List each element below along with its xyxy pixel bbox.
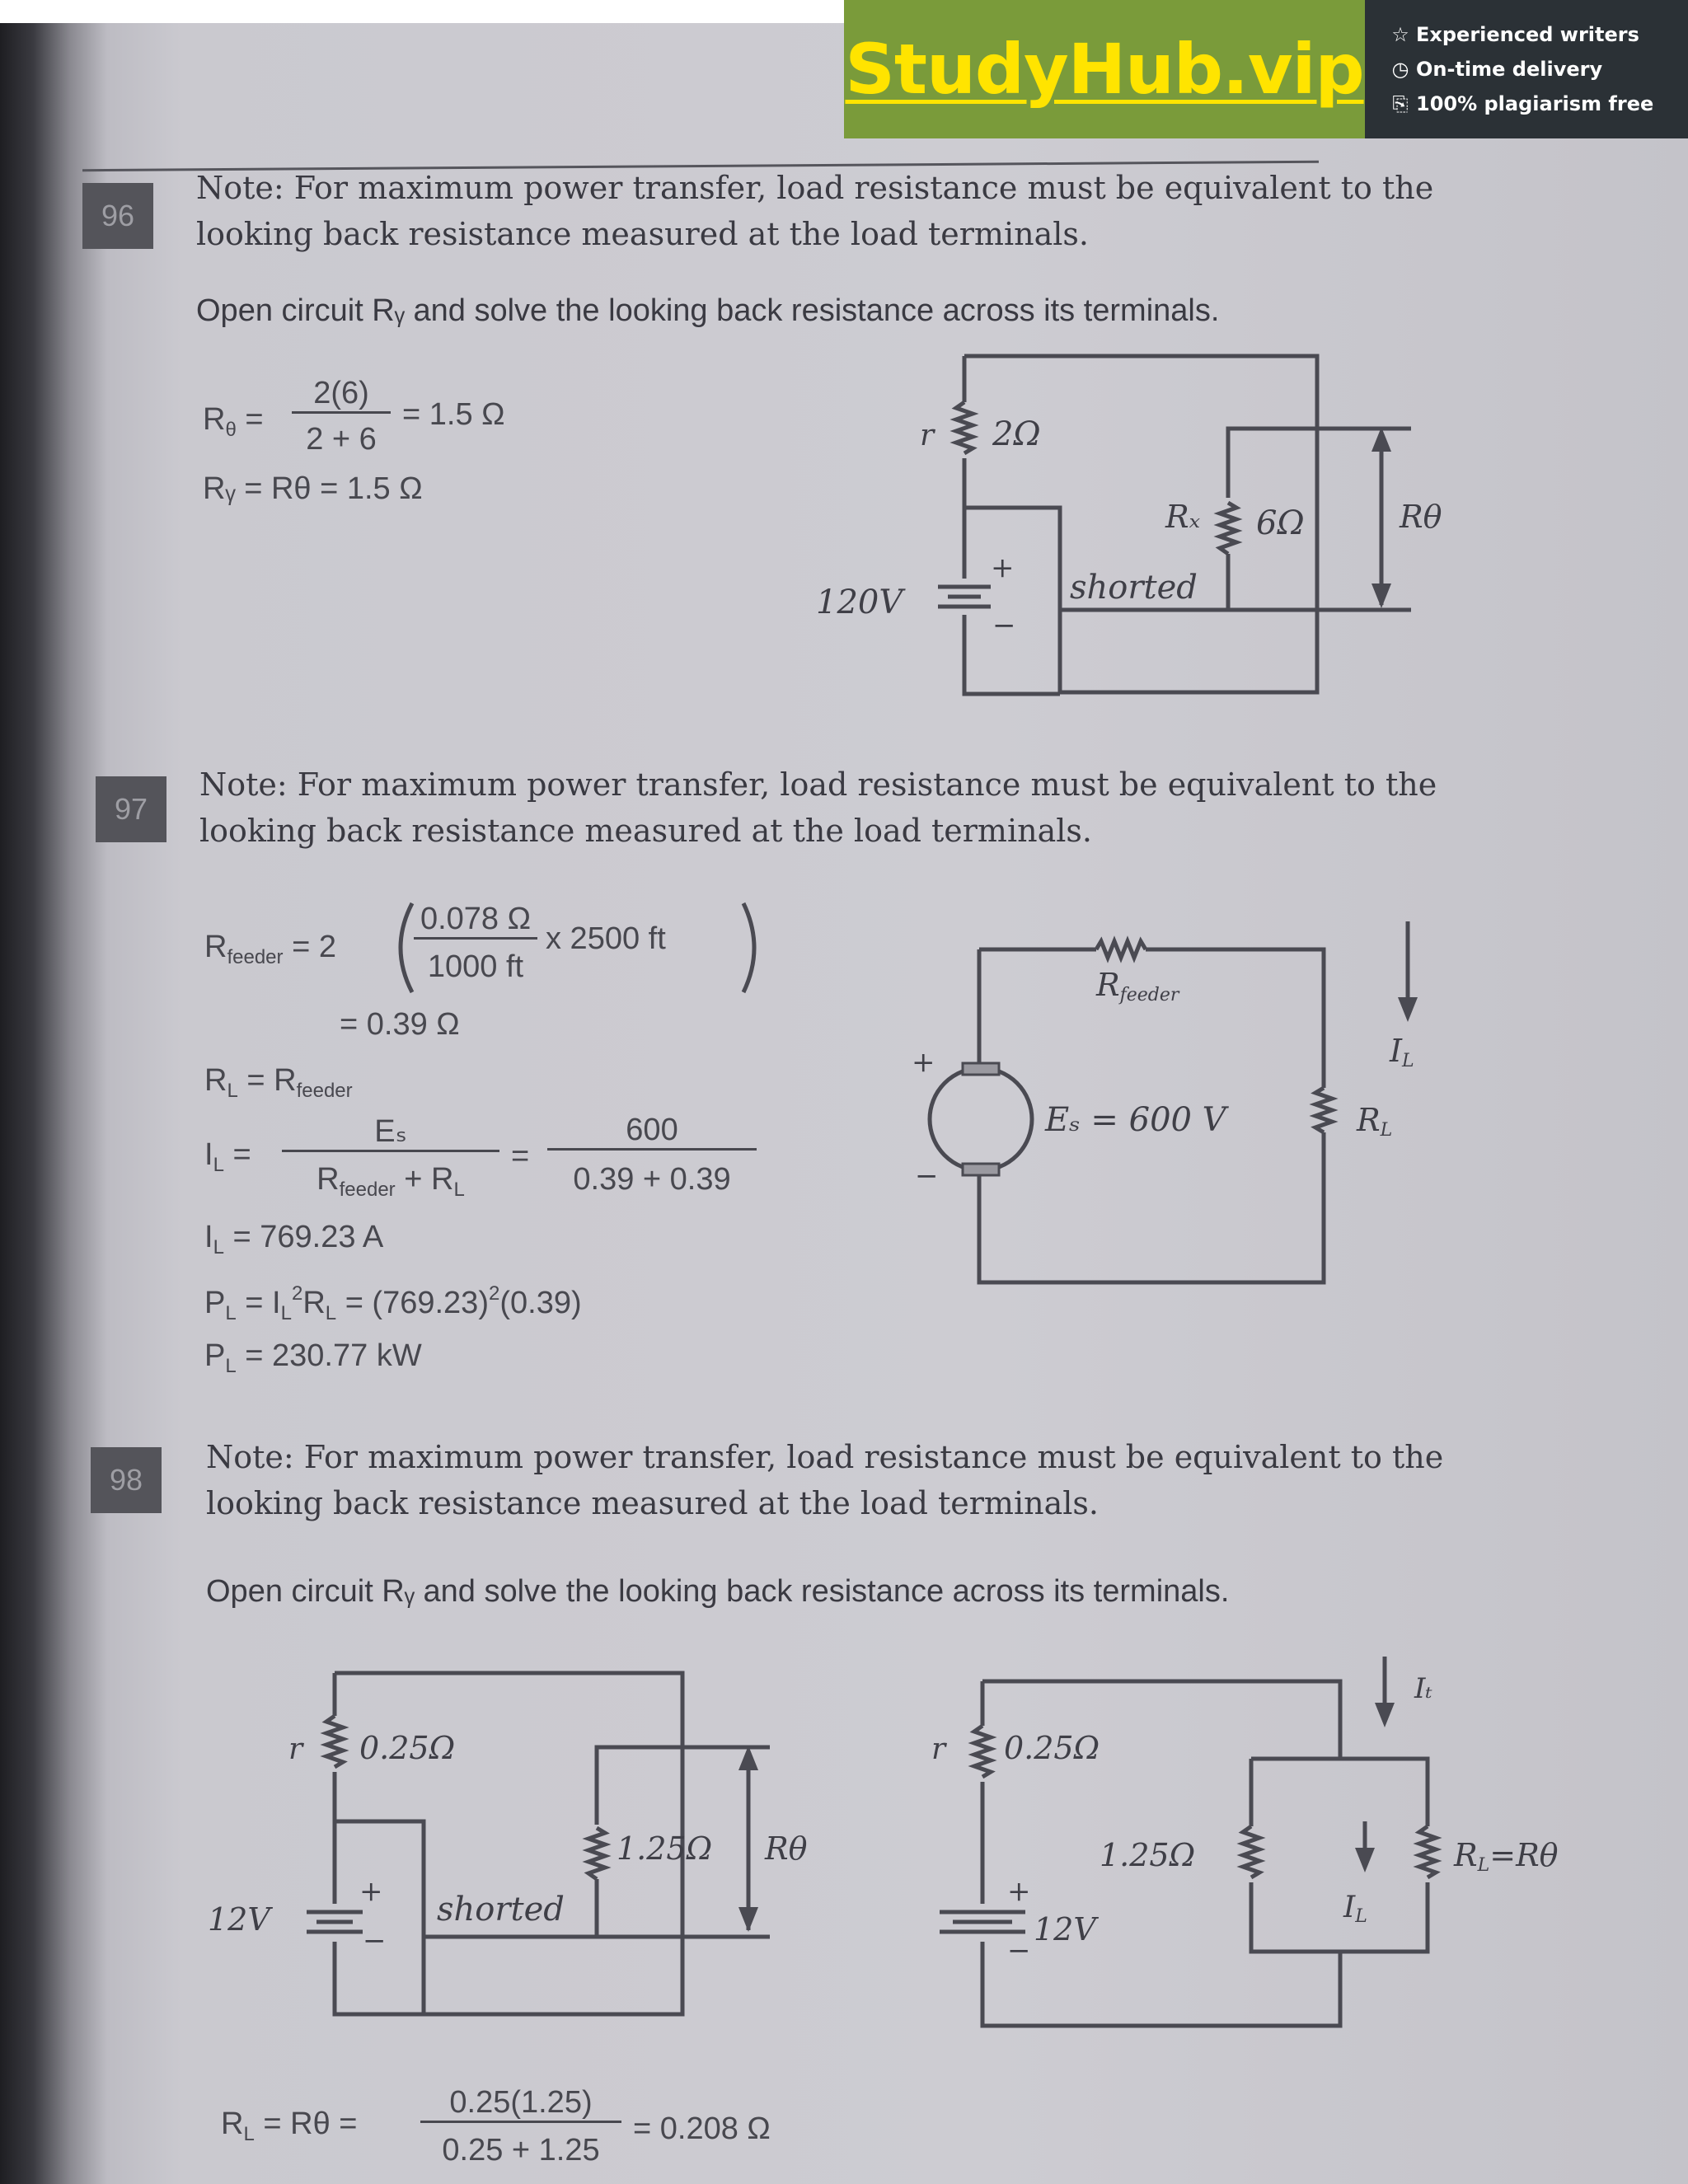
eq-subscript: L	[225, 1302, 237, 1324]
eq-symbol: R	[316, 1162, 340, 1197]
eq-subscript: L	[280, 1302, 292, 1324]
problem-number-98: 98	[91, 1447, 162, 1513]
eq-symbol: P	[204, 1338, 226, 1373]
fraction-denominator: 1000 ft	[427, 949, 524, 984]
source-voltage: Eₛ = 600 V	[1045, 1101, 1226, 1139]
battery-symbol	[938, 587, 991, 607]
equation-multiplier: x 2500 ft	[546, 921, 666, 956]
fraction-denominator: 0.25 + 1.25	[442, 2133, 600, 2168]
minus-sign: −	[915, 1160, 939, 1193]
battery-symbol	[940, 1912, 1025, 1932]
brand-logo[interactable]	[844, 0, 1365, 138]
fraction-numerator: 600	[547, 1113, 757, 1151]
equation-result: = 1.5 Ω	[402, 397, 505, 432]
eq-symbol: P	[204, 1286, 226, 1320]
minus-sign: −	[363, 1924, 387, 1957]
plus-sign: +	[912, 1046, 935, 1079]
instruction: Open circuit Rᵧ and solve the looking back resistance across its terminals.	[206, 1574, 1230, 1609]
feeder-label: Rfeeder	[1096, 967, 1179, 1005]
rx-value: 6Ω	[1256, 504, 1305, 542]
minus-sign: −	[992, 609, 1016, 642]
circuit-97	[907, 907, 1434, 1302]
eq-subscript: feeder	[296, 1080, 353, 1102]
minus-sign: −	[1007, 1934, 1031, 1967]
eq-symbol: = R	[246, 1063, 297, 1098]
r-label: r	[931, 1732, 946, 1766]
clock-icon: ◷	[1391, 58, 1409, 81]
right-paren	[743, 903, 754, 992]
eq-value: = (769.23)	[345, 1286, 489, 1320]
plus-sign: +	[1007, 1875, 1031, 1908]
fraction-numerator: 0.078 Ω	[414, 902, 537, 940]
eq-value: = 230.77 kW	[245, 1338, 422, 1373]
circuit-96	[808, 346, 1451, 709]
r-label: r	[920, 419, 935, 452]
eq-subscript: feeder	[227, 946, 284, 968]
arrow-down	[738, 1907, 758, 1932]
load-label: RL=Rθ	[1454, 1837, 1559, 1876]
fraction-numerator: 0.25(1.25)	[420, 2085, 621, 2123]
source-voltage: 12V	[208, 1901, 270, 1938]
equation-rl	[204, 1063, 353, 1103]
equation-ry: Rᵧ = Rθ = 1.5 Ω	[203, 471, 423, 506]
r0-label: Rθ	[1400, 499, 1442, 535]
eq-value: (0.39)	[499, 1286, 582, 1320]
problem-number-96: 96	[82, 183, 153, 249]
arrow-down	[1372, 583, 1391, 608]
feature-text: Experienced writers	[1416, 23, 1639, 46]
eq-symbol: + R	[404, 1162, 454, 1197]
equation-r0	[203, 402, 264, 442]
feature-list	[1365, 0, 1688, 138]
note-line: Note: For maximum power transfer, load resistance must be equivalent to the	[196, 170, 1434, 206]
fraction-denominator: 2 + 6	[306, 422, 377, 457]
r0-label: Rθ	[765, 1830, 808, 1867]
rx-value: 1.25Ω	[1100, 1837, 1196, 1873]
equation-pl-result	[204, 1338, 422, 1378]
circuit-98b	[923, 1648, 1582, 2044]
left-paren	[401, 903, 412, 992]
feature-text: 100% plagiarism free	[1416, 92, 1654, 115]
current-label: IL	[1343, 1891, 1367, 1927]
equation-result: = 0.39 Ω	[340, 1007, 460, 1042]
eq-factor: = 2	[292, 930, 336, 964]
current-label: IL	[1390, 1033, 1414, 1071]
r-value: 0.25Ω	[359, 1730, 456, 1766]
circuit-98a	[198, 1657, 824, 2036]
eq-symbol: R	[204, 1063, 227, 1098]
r-label: r	[288, 1732, 303, 1766]
fraction-denominator	[282, 1162, 499, 1202]
eq-equals: =	[232, 1137, 251, 1172]
eq-subscript: L	[325, 1302, 337, 1324]
equation-il-value	[204, 1220, 383, 1259]
load-label: RL	[1357, 1102, 1393, 1141]
studyhub-banner[interactable]	[844, 0, 1688, 138]
feature-text: On-time delivery	[1416, 58, 1603, 81]
brush-bottom	[963, 1164, 999, 1175]
eq-equals: =	[511, 1139, 530, 1174]
arrow-down	[1355, 1848, 1375, 1872]
eq-symbol: I	[204, 1220, 213, 1254]
shorted-label: shorted	[437, 1891, 565, 1929]
feature-item	[1390, 23, 1688, 46]
eq-subscript: L	[243, 2123, 255, 2145]
note-line: looking back resistance measured at the load terminals.	[199, 813, 1092, 849]
circuit-wires	[974, 1657, 1436, 2026]
eq-symbol: = Rθ =	[263, 2107, 358, 2141]
shield-icon: ⎘	[1392, 92, 1409, 115]
equation-rfeeder	[204, 930, 336, 969]
note-line: Note: For maximum power transfer, load resistance must be equivalent to the	[199, 766, 1437, 803]
battery-symbol	[307, 1912, 363, 1932]
brand-name: StudyHub.vip	[845, 29, 1364, 110]
note-line: looking back resistance measured at the load terminals.	[196, 216, 1089, 252]
plus-sign: +	[359, 1875, 383, 1908]
source-voltage: 12V	[1034, 1911, 1096, 1947]
note-line: looking back resistance measured at the load terminals.	[206, 1485, 1099, 1521]
source-voltage: 120V	[816, 583, 903, 621]
fraction-denominator: 0.39 + 0.39	[573, 1162, 731, 1197]
instruction: Open circuit Rᵧ and solve the looking back resistance across its terminals.	[196, 293, 1220, 328]
eq-symbol: I	[204, 1137, 213, 1172]
eq-subscript: θ	[225, 419, 237, 441]
fraction-numerator: Eₛ	[282, 1113, 499, 1152]
shorted-label: shorted	[1070, 569, 1198, 607]
fraction-numerator: 2(6)	[292, 376, 391, 414]
eq-subscript: feeder	[339, 1179, 396, 1201]
generator-symbol	[930, 1068, 1032, 1170]
current-top-label: Iₜ	[1414, 1672, 1432, 1705]
eq-subscript: L	[213, 1154, 224, 1176]
equation-il-label	[204, 1137, 251, 1177]
equation-pl	[204, 1282, 582, 1325]
feature-item	[1390, 92, 1688, 115]
eq-symbol: R	[302, 1286, 326, 1320]
star-icon: ☆	[1391, 23, 1409, 46]
eq-superscript: 2	[291, 1282, 303, 1305]
r-value: 2Ω	[992, 415, 1041, 453]
brush-top	[963, 1063, 999, 1075]
rx-label: Rₓ	[1165, 499, 1201, 535]
problem-number-97: 97	[96, 776, 166, 842]
eq-symbol: R	[204, 930, 227, 964]
plus-sign: +	[991, 551, 1015, 584]
equation-result: = 0.208 Ω	[633, 2111, 771, 2146]
arrow-down	[1375, 1703, 1395, 1727]
note-line: Note: For maximum power transfer, load resistance must be equivalent to the	[206, 1439, 1444, 1475]
eq-symbol: R	[203, 402, 226, 437]
eq-value: = 769.23 A	[232, 1220, 384, 1254]
r-value: 0.25Ω	[1004, 1730, 1100, 1766]
eq-symbol: R	[221, 2107, 244, 2141]
feature-item	[1390, 58, 1688, 81]
arrow-down	[1398, 997, 1418, 1022]
equation-rl-final	[221, 2107, 357, 2146]
eq-subscript: L	[225, 1355, 237, 1377]
eq-equals: =	[245, 402, 264, 437]
eq-subscript: L	[453, 1179, 465, 1201]
rx-value: 1.25Ω	[617, 1830, 713, 1867]
eq-superscript: 2	[488, 1282, 500, 1305]
eq-subscript: L	[213, 1236, 224, 1258]
eq-symbol: = I	[245, 1286, 281, 1320]
eq-subscript: L	[227, 1080, 238, 1102]
